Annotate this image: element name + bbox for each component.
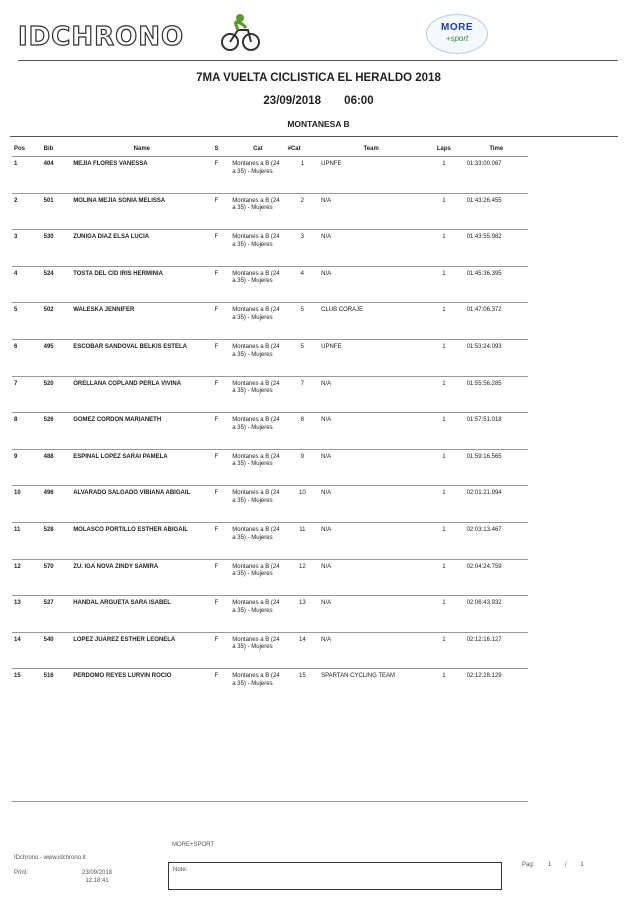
- cell-time: 01:43:26.455: [466, 197, 502, 204]
- col-laps: Laps: [436, 146, 451, 152]
- cell-laps: 1: [442, 636, 446, 643]
- cell-sex: F: [214, 343, 219, 350]
- table-row: [12, 596, 528, 633]
- table-row: [12, 230, 528, 267]
- cell-time: 02:12:16.127: [466, 636, 502, 643]
- category-text: Montanes a B (24 a 35) - Mujeres: [232, 343, 280, 358]
- cell-bib: 488: [43, 453, 54, 460]
- cell-bib: 501: [43, 197, 54, 204]
- cell-team: N/A: [321, 417, 332, 424]
- print-timestamp: [72, 869, 122, 885]
- cell-cat-pos: 15: [299, 673, 306, 680]
- category-text: Montanes a B (24 a 35) - Mujeres: [232, 563, 280, 578]
- cell-team: N/A: [321, 636, 332, 643]
- cell-pos: 3: [14, 234, 18, 241]
- cell-bib: 524: [43, 270, 54, 277]
- cell-time: 01:47:06.372: [466, 307, 502, 314]
- cell-cat: [230, 413, 285, 450]
- cell-cat: [230, 230, 285, 267]
- category-text: Montanes a B (24 a 35) - Mujeres: [232, 234, 280, 248]
- table-row: [12, 522, 528, 559]
- cell-cat-pos: 14: [299, 636, 306, 643]
- cell-pos: 7: [14, 380, 18, 387]
- cell-sex: F: [214, 234, 219, 241]
- cell-cat: [230, 596, 285, 633]
- cell-name: ESPINAL LOPEZ SARAI PAMELA: [73, 453, 168, 460]
- cell-sex: F: [214, 673, 219, 680]
- cell-bib: 570: [43, 563, 54, 570]
- cell-sex: F: [214, 270, 219, 277]
- cell-cat: [230, 266, 285, 303]
- category-text: Montanes a B (24 a 35) - Mujeres: [232, 526, 280, 541]
- cell-time: 02:06:43.932: [466, 600, 502, 607]
- cell-time: 01:59:16.565: [466, 453, 502, 460]
- moresport-logo: MORE +sport: [426, 14, 488, 54]
- category-text: Montanes a B (24 a 35) - Mujeres: [232, 307, 280, 321]
- cell-name: MEJIA FLORES VANESSA: [73, 161, 148, 167]
- table-row: [12, 193, 528, 230]
- cell-laps: 1: [442, 161, 446, 167]
- cell-time: 02:12:28.129: [466, 673, 502, 680]
- col-team: Team: [363, 146, 379, 152]
- cell-team: N/A: [321, 453, 332, 460]
- cell-sex: F: [214, 453, 219, 460]
- cell-cat-pos: 7: [300, 380, 305, 387]
- col-bib: Bib: [43, 146, 54, 152]
- event-title: 7MA VUELTA CICLISTICA EL HERALDO 2018: [196, 72, 441, 84]
- cell-cat-pos: 10: [299, 490, 306, 497]
- col-name: Name: [133, 146, 151, 152]
- cell-sex: F: [214, 307, 219, 314]
- footer-brand: MORE+SPORT: [172, 842, 215, 848]
- cell-cat-pos: 13: [299, 600, 306, 607]
- cell-bib: 527: [43, 600, 54, 607]
- table-row: [12, 486, 528, 523]
- cell-pos: 11: [14, 526, 21, 533]
- cell-cat: [230, 157, 285, 194]
- table-row: [12, 157, 528, 194]
- cell-pos: 12: [14, 563, 21, 570]
- cell-team: N/A: [321, 490, 332, 497]
- col-cat: Cat: [253, 146, 263, 152]
- category-text: Montanes a B (24 a 35) - Mujeres: [232, 453, 280, 468]
- cell-bib: 530: [43, 234, 54, 241]
- table-row: [12, 376, 528, 413]
- cell-time: 01:57:51.018: [466, 417, 502, 424]
- cell-sex: F: [214, 490, 219, 497]
- cell-team: N/A: [321, 600, 332, 607]
- print-date: 23/09/2018: [81, 870, 113, 876]
- cell-laps: 1: [442, 490, 446, 497]
- cell-laps: 1: [442, 453, 446, 460]
- table-row: [12, 303, 528, 340]
- cell-cat-pos: 2: [300, 197, 305, 204]
- col-pos: Pos: [14, 146, 26, 152]
- cell-team: N/A: [321, 563, 332, 570]
- cell-cat: [230, 193, 285, 230]
- cell-pos: 1: [14, 161, 18, 167]
- cell-laps: 1: [442, 673, 446, 680]
- pagination: [522, 862, 596, 868]
- event-datetime: [0, 95, 637, 107]
- cell-cat-pos: 11: [299, 526, 306, 533]
- cell-bib: 528: [43, 526, 54, 533]
- cell-time: 01:33:00.067: [466, 161, 502, 167]
- cell-cat: [230, 669, 285, 706]
- print-label: Print:: [14, 870, 29, 876]
- cell-bib: 516: [43, 673, 54, 680]
- cell-cat: [230, 486, 285, 523]
- category-text: Montanes a B (24 a 35) - Mujeres: [232, 270, 280, 285]
- cell-cat: [230, 522, 285, 559]
- col-sex: S: [214, 146, 219, 152]
- cell-pos: 14: [14, 636, 21, 643]
- cell-cat-pos: 4: [300, 270, 305, 277]
- cell-cat-pos: 8: [300, 417, 305, 424]
- cell-time: 01:43:55.982: [466, 234, 502, 241]
- category-text: Montanes a B (24 a 35) - Mujeres: [232, 636, 280, 651]
- title-divider: [10, 136, 618, 137]
- cell-laps: 1: [442, 526, 446, 533]
- cell-time: 02:03:13.467: [466, 526, 502, 533]
- cell-cat-pos: 12: [299, 563, 306, 570]
- category-text: Montanes a B (24 a 35) - Mujeres: [232, 161, 280, 175]
- cell-time: 01:53:24.093: [466, 343, 502, 350]
- cell-cat: [230, 449, 285, 486]
- cell-name: LOPEZ JUAREZ ESTHER LEONELA: [73, 636, 176, 643]
- cell-time: 02:01:21.994: [466, 490, 502, 497]
- page-current: 1: [548, 862, 552, 868]
- idchrono-logo: IDCHRONO: [18, 22, 185, 52]
- event-time: 06:00: [344, 95, 374, 107]
- cell-sex: F: [214, 161, 219, 167]
- cell-pos: 2: [14, 197, 18, 204]
- cell-team: N/A: [321, 197, 332, 204]
- cell-cat: [230, 376, 285, 413]
- cell-cat-pos: 5: [300, 307, 305, 314]
- cell-sex: F: [214, 563, 219, 570]
- cell-time: 01:45:36.395: [466, 270, 502, 277]
- cell-cat: [230, 339, 285, 376]
- category-text: Montanes a B (24 a 35) - Mujeres: [232, 197, 280, 212]
- table-body: [12, 157, 528, 706]
- category-title: MONTANESA B: [287, 119, 350, 129]
- cell-sex: F: [214, 600, 219, 607]
- col-cat-pos: #Cat: [287, 146, 301, 152]
- table-row: [12, 559, 528, 596]
- cell-name: PERDOMO REYES LURVIN ROCIO: [73, 673, 172, 680]
- category-text: Montanes a B (24 a 35) - Mujeres: [232, 380, 280, 395]
- cell-name: HANDAL ARGUETA SARA ISABEL: [73, 600, 171, 607]
- cell-time: 02:04:24.759: [466, 563, 502, 570]
- cell-team: N/A: [321, 380, 332, 387]
- cell-bib: 496: [43, 490, 54, 497]
- print-time: 12:18:41: [85, 878, 109, 884]
- cell-laps: 1: [442, 380, 446, 387]
- cell-laps: 1: [442, 307, 446, 314]
- table-row: [12, 632, 528, 669]
- cell-name: ORELLANA COPLAND PERLA VIVINA: [73, 380, 182, 387]
- cell-sex: F: [214, 380, 219, 387]
- cell-sex: F: [214, 197, 219, 204]
- cell-sex: F: [214, 526, 219, 533]
- cell-cat-pos: 1: [300, 161, 305, 167]
- cell-team: CLUB CORAJE: [321, 307, 364, 314]
- cell-time: 01:55:56.285: [466, 380, 502, 387]
- cell-cat: [230, 632, 285, 669]
- category-text: Montanes a B (24 a 35) - Mujeres: [232, 490, 280, 504]
- note-box: [168, 862, 502, 890]
- cell-laps: 1: [442, 343, 446, 350]
- footer-site: IDchrono - www.idchrono.it: [14, 855, 86, 861]
- table-row: [12, 339, 528, 376]
- cell-laps: 1: [442, 197, 446, 204]
- category-text: Montanes a B (24 a 35) - Mujeres: [232, 600, 280, 614]
- cell-team: N/A: [321, 270, 332, 277]
- table-header-row: [12, 143, 528, 157]
- page-total: 1: [580, 862, 584, 868]
- cell-pos: 15: [14, 673, 21, 680]
- cell-pos: 5: [14, 307, 18, 314]
- cell-pos: 9: [14, 453, 18, 460]
- cell-cat-pos: 5: [300, 343, 305, 350]
- table-row: [12, 669, 528, 706]
- cell-laps: 1: [442, 234, 446, 241]
- cell-bib: 520: [43, 380, 54, 387]
- table-row: [12, 449, 528, 486]
- table-row: [12, 266, 528, 303]
- cell-laps: 1: [442, 600, 446, 607]
- cell-sex: F: [214, 636, 219, 643]
- cell-cat-pos: 3: [300, 234, 305, 241]
- cell-pos: 6: [14, 343, 18, 350]
- cell-laps: 1: [442, 417, 446, 424]
- cell-pos: 4: [14, 270, 18, 277]
- cell-cat: [230, 559, 285, 596]
- cyclist-icon: [218, 10, 262, 54]
- cell-pos: 8: [14, 417, 18, 424]
- page-separator: /: [565, 862, 567, 868]
- cell-bib: 540: [43, 636, 54, 643]
- page-header: [18, 8, 618, 58]
- cell-name: TOSTA DEL CID IRIS HERMINIA: [73, 270, 163, 277]
- cell-sex: F: [214, 417, 219, 424]
- cell-name: ZU. IGA NOVA ZINDY SAMIRA: [73, 563, 159, 570]
- cell-team: UPNFE: [321, 161, 342, 167]
- cell-name: WALESKA JENNIFER: [73, 307, 135, 314]
- cell-laps: 1: [442, 563, 446, 570]
- cell-team: N/A: [321, 234, 332, 241]
- cell-bib: 495: [43, 343, 54, 350]
- table-bottom-divider: [12, 801, 528, 802]
- cell-bib: 526: [43, 417, 54, 424]
- cell-bib: 502: [43, 307, 54, 314]
- cell-pos: 10: [14, 490, 21, 497]
- event-date: 23/09/2018: [263, 95, 321, 107]
- col-time: Time: [489, 146, 504, 152]
- results-table: [12, 143, 528, 705]
- note-label: Note:: [173, 867, 188, 873]
- header-divider: [18, 60, 618, 61]
- cell-name: MOLINA MEJIA SONIA MELISSA: [73, 197, 166, 204]
- cell-team: SPARTAN CYCLING TEAM: [321, 673, 396, 680]
- table-row: [12, 413, 528, 450]
- cell-cat: [230, 303, 285, 340]
- category-text: Montanes a B (24 a 35) - Mujeres: [232, 673, 280, 687]
- cell-name: GOMEZ CORDON MARIANETH: [73, 417, 162, 424]
- cell-team: N/A: [321, 526, 332, 533]
- cell-name: ESCOBAR SANDOVAL BELKIS ESTELA: [73, 343, 187, 350]
- cell-laps: 1: [442, 270, 446, 277]
- cell-pos: 13: [14, 600, 21, 607]
- cell-name: ZUNIGA DIAZ ELSA LUCIA: [73, 234, 150, 241]
- cell-name: MOLASCO PORTILLO ESTHER ABIGAIL: [73, 526, 188, 533]
- cell-team: UPNFE: [321, 343, 342, 350]
- category-text: Montanes a B (24 a 35) - Mujeres: [232, 417, 280, 431]
- cell-cat-pos: 9: [300, 453, 305, 460]
- cell-name: ALVARADO SALGADO VIBIANA ABIGAIL: [73, 490, 191, 497]
- cell-bib: 404: [43, 161, 54, 167]
- page-label: Pag:: [522, 862, 535, 868]
